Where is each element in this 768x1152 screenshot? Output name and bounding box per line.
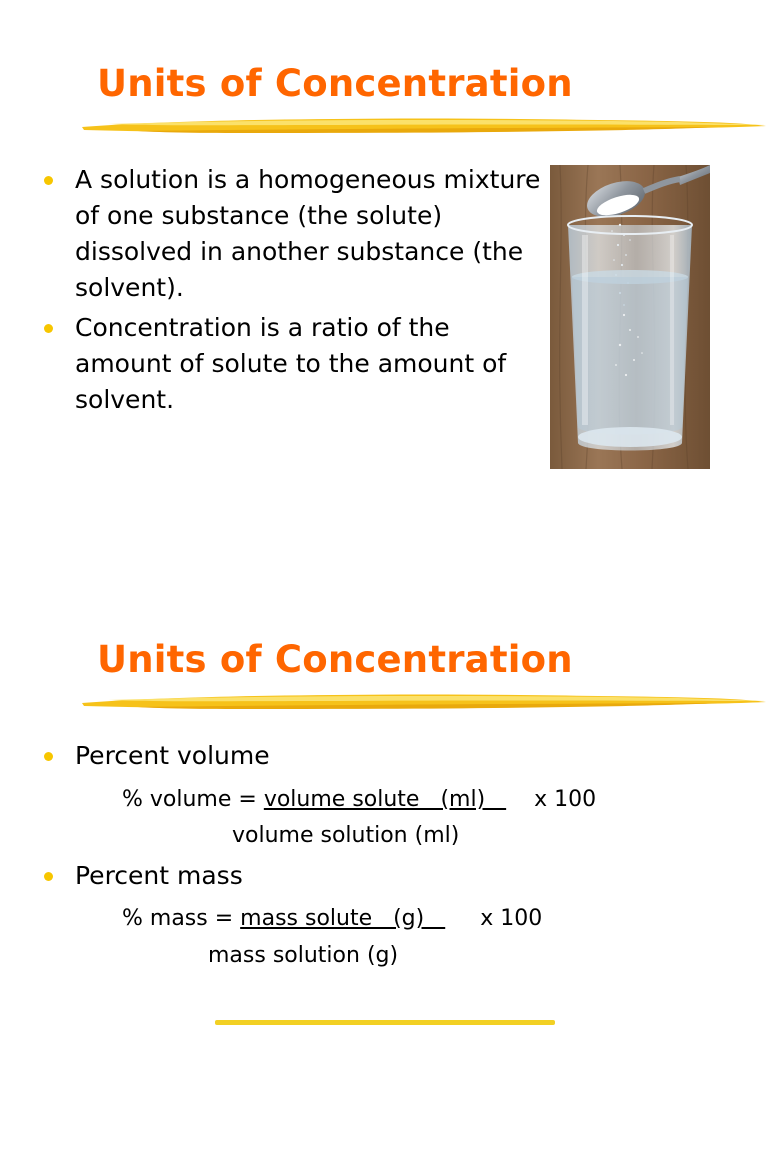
percent-mass-denominator: mass solution (g) xyxy=(208,943,399,968)
formula-prefix: % mass = xyxy=(122,906,241,931)
cropped-next-slide-strip xyxy=(215,1020,555,1025)
bullet-text: Concentration is a ratio of the amount of solute to the amount of solvent. xyxy=(75,313,507,414)
formula-prefix: % volume = xyxy=(122,787,264,812)
slide-title: Units of Concentration xyxy=(97,638,573,681)
bullet-text: Percent mass xyxy=(75,861,243,890)
title-underline-brush xyxy=(78,112,768,138)
bullet-item-percent-mass xyxy=(44,858,243,894)
percent-volume-denominator: volume solution (ml) xyxy=(232,823,460,848)
slide-2 xyxy=(0,576,768,1152)
bullet-list xyxy=(44,738,270,774)
bullet-text: Percent volume xyxy=(75,741,270,770)
formula-numerator: volume solute (ml) xyxy=(263,787,507,812)
formula-multiplier: x 100 xyxy=(534,787,597,812)
bullet-list xyxy=(44,858,243,894)
bullet-dot-icon xyxy=(44,176,53,185)
bullet-dot-icon xyxy=(44,752,53,761)
slide-title: Units of Concentration xyxy=(97,62,573,105)
bullet-item-percent-volume xyxy=(44,738,270,774)
bullet-item xyxy=(44,162,544,306)
percent-volume-formula xyxy=(122,786,596,814)
bullet-dot-icon xyxy=(44,324,53,333)
formula-multiplier: x 100 xyxy=(480,906,543,931)
salt-water-glass-photo xyxy=(550,165,710,469)
bullet-list xyxy=(44,162,544,422)
percent-mass-formula xyxy=(122,905,542,933)
bullet-dot-icon xyxy=(44,872,53,881)
bullet-text: A solution is a homogeneous mixture of one substance (the solute) dissolved in another substance (the solvent). xyxy=(75,165,541,302)
title-underline-brush xyxy=(78,688,768,714)
bullet-item xyxy=(44,310,544,418)
formula-numerator: mass solute (g) xyxy=(240,906,446,931)
